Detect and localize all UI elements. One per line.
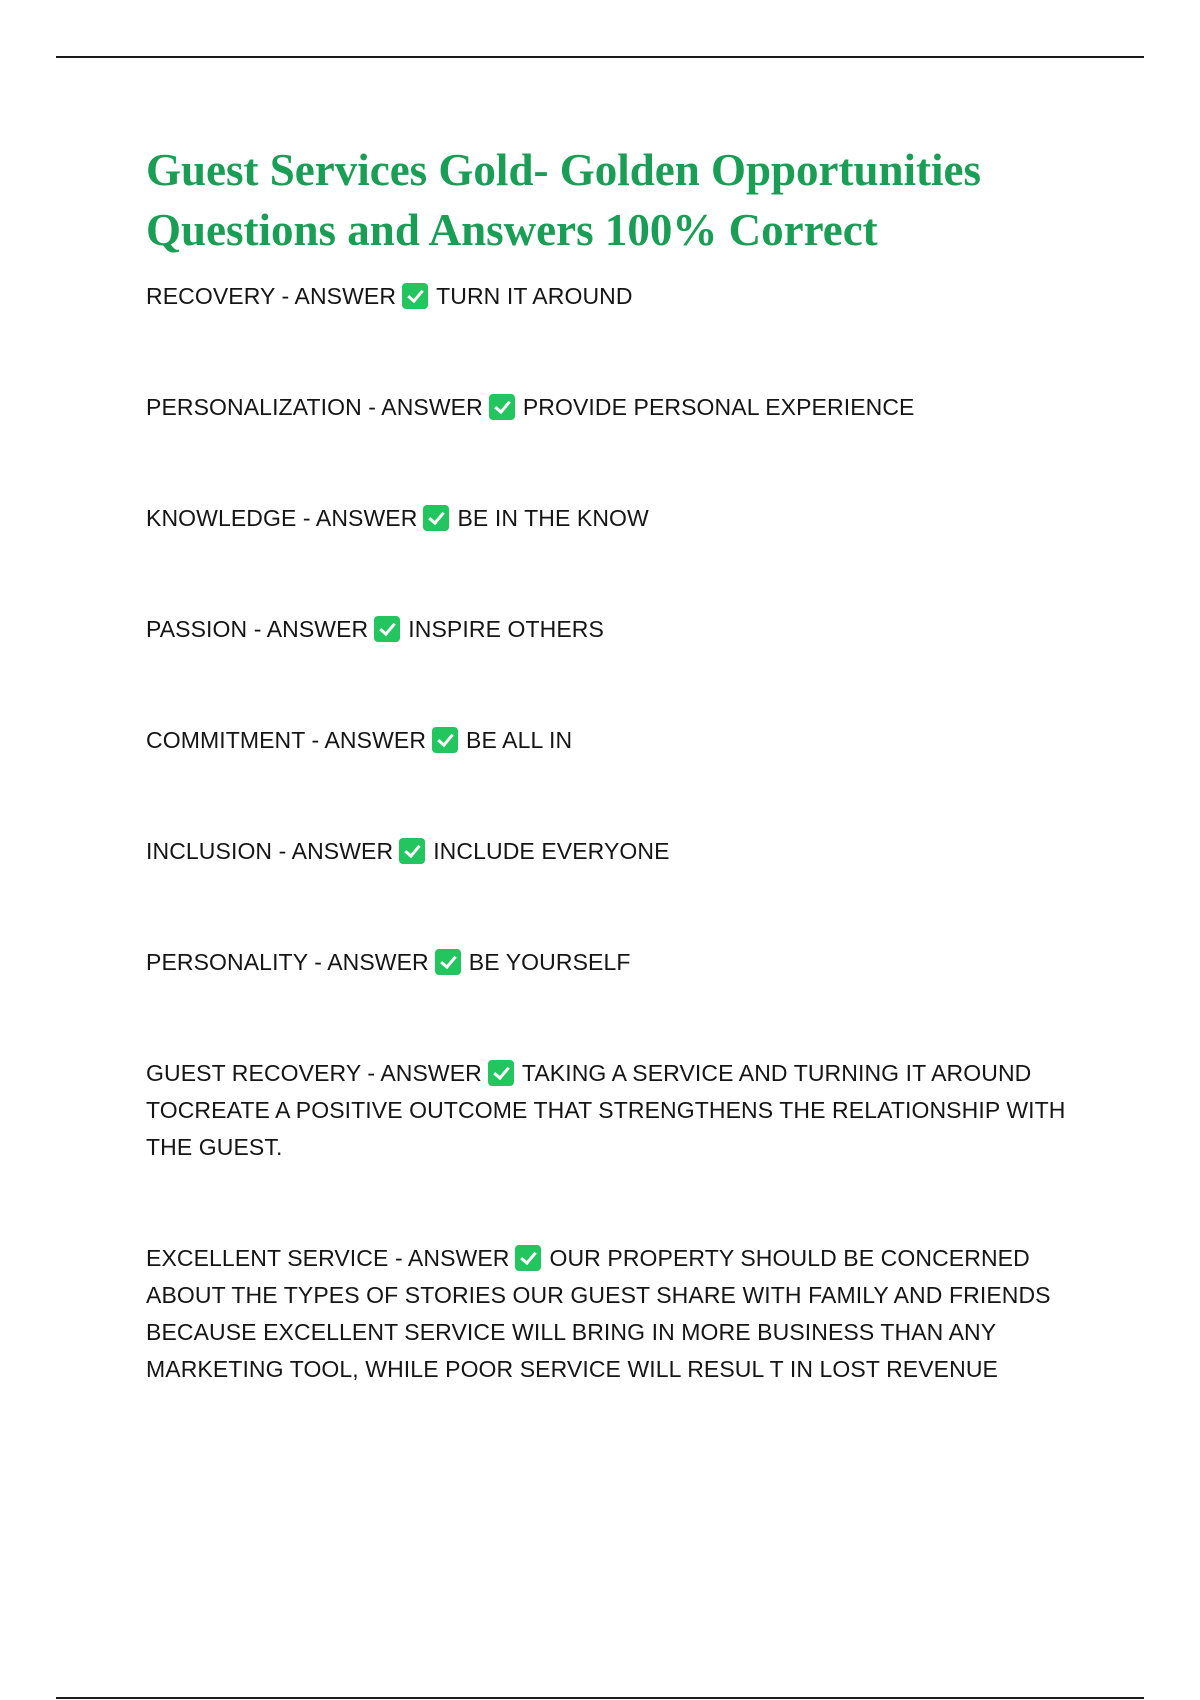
- qa-term: RECOVERY: [146, 283, 276, 309]
- qa-answer: BE ALL IN: [466, 727, 573, 753]
- qa-answer: INCLUDE EVERYONE: [433, 838, 670, 864]
- qa-term: PERSONALIZATION: [146, 394, 362, 420]
- qa-term: GUEST RECOVERY: [146, 1060, 361, 1086]
- qa-separator: - ANSWER: [307, 949, 429, 975]
- qa-answer: TURN IT AROUND: [436, 283, 633, 309]
- qa-item-knowledge: [146, 500, 1076, 537]
- document-body: [146, 140, 1076, 1462]
- qa-term: COMMITMENT: [146, 727, 306, 753]
- check-mark-icon: [399, 838, 425, 864]
- qa-separator: - ANSWER: [388, 1245, 510, 1271]
- top-rule: [56, 56, 1144, 58]
- qa-separator: - ANSWER: [305, 727, 427, 753]
- qa-list: [146, 278, 1076, 1388]
- qa-answer: OUR PROPERTY SHOULD BE CONCERNED ABOUT THE TYPES OF STORIES OUR GUEST SHARE WITH FAMILY AND FRIENDS BECAUSE EXCELLENT SERVICE WILL BRING IN MORE BUSINESS THAN ANY MARKETING TOOL, WHILE POOR SERVICE WILL RESUL T IN LOST REVENUE: [146, 1245, 1051, 1382]
- qa-answer: PROVIDE PERSONAL EXPERIENCE: [522, 394, 915, 420]
- check-mark-icon: [515, 1245, 541, 1271]
- qa-term: EXCELLENT SERVICE: [146, 1245, 389, 1271]
- check-mark-icon: [402, 283, 428, 309]
- qa-separator: - ANSWER: [360, 1060, 482, 1086]
- qa-answer: BE IN THE KNOW: [457, 505, 649, 531]
- qa-item-personality: [146, 944, 1076, 981]
- qa-item-commitment: [146, 722, 1076, 759]
- qa-answer: TAKING A SERVICE AND TURNING IT AROUND TOCREATE A POSITIVE OUTCOME THAT STRENGTHENS THE RELATIONSHIP WITH THE GUEST.: [146, 1060, 1066, 1160]
- qa-term: INCLUSION: [146, 838, 273, 864]
- qa-item-inclusion: [146, 833, 1076, 870]
- qa-term: PERSONALITY: [146, 949, 308, 975]
- check-mark-icon: [432, 727, 458, 753]
- qa-separator: - ANSWER: [275, 283, 397, 309]
- check-mark-icon: [488, 1060, 514, 1086]
- check-mark-icon: [489, 394, 515, 420]
- qa-term: PASSION: [146, 616, 248, 642]
- qa-separator: - ANSWER: [361, 394, 483, 420]
- check-mark-icon: [435, 949, 461, 975]
- qa-item-personalization: [146, 389, 1076, 426]
- qa-item-passion: [146, 611, 1076, 648]
- qa-separator: - ANSWER: [272, 838, 394, 864]
- document-title: Guest Services Gold- Golden Opportunities Questions and Answers 100% Correct: [146, 145, 982, 255]
- qa-item-recovery: [146, 278, 1076, 315]
- check-mark-icon: [374, 616, 400, 642]
- qa-separator: - ANSWER: [296, 505, 418, 531]
- qa-separator: - ANSWER: [247, 616, 369, 642]
- qa-answer: INSPIRE OTHERS: [408, 616, 604, 642]
- qa-term: KNOWLEDGE: [146, 505, 297, 531]
- check-mark-icon: [423, 505, 449, 531]
- qa-item-excellent-service: [146, 1240, 1076, 1388]
- qa-answer: BE YOURSELF: [468, 949, 631, 975]
- bottom-rule: [56, 1697, 1144, 1699]
- qa-item-guest-recovery: [146, 1055, 1076, 1166]
